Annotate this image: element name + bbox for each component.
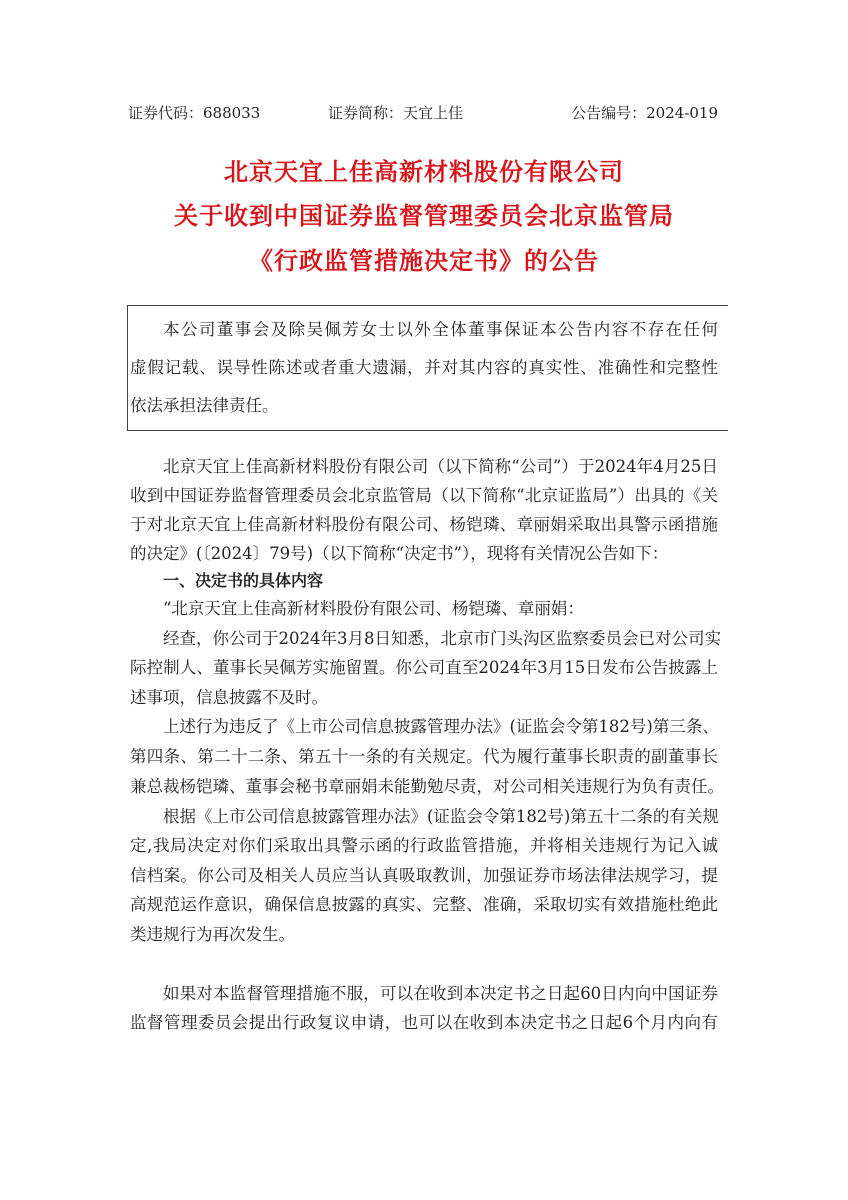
- body-line: 上述行为违反了《上市公司信息披露管理办法》(证监会令第182号)第三条、: [163, 717, 719, 736]
- title-line-3: 《行政监管措施决定书》的公告: [249, 247, 599, 275]
- body-line: 兼总裁杨铠璘、董事会秘书章丽娟未能勤勉尽责，对公司相关违规行为负有责任。: [130, 777, 724, 796]
- document-header: [128, 102, 718, 124]
- disclaimer-line: 依法承担法律责任。: [130, 396, 279, 415]
- body-line: 际控制人、董事长吴佩芳实施留置。你公司直至2024年3月15日发布公告披露上: [130, 658, 718, 677]
- title-line-2: 关于收到中国证券监督管理委员会北京监管局: [174, 202, 674, 230]
- title-line-1: 北京天宜上佳高新材料股份有限公司: [224, 158, 624, 186]
- body-line: 监督管理委员会提出行政复议申请，也可以在收到本决定书之日起6个月内向有: [130, 1013, 718, 1032]
- disclaimer-line: 虚假记载、误导性陈述或者重大遗漏，并对其内容的真实性、准确性和完整性: [130, 358, 718, 377]
- security-abbreviation: 证券简称：天宜上佳: [328, 104, 464, 122]
- body-line: 第四条、第二十二条、第五十一条的有关规定。代为履行董事长职责的副董事长: [130, 747, 718, 766]
- body-line: 根据《上市公司信息披露管理办法》(证监会令第182号)第五十二条的有关规: [163, 807, 719, 826]
- body-line: 述事项，信息披露不及时。: [130, 688, 328, 707]
- body-line: “北京天宜上佳高新材料股份有限公司、杨铠璘、章丽娟：: [163, 599, 584, 618]
- body-line: 北京天宜上佳高新材料股份有限公司（以下简称“公司”）于2024年4月25日: [163, 457, 718, 476]
- body-line: 类违规行为再次发生。: [130, 925, 295, 944]
- body-line: 定,我局决定对你们采取出具警示函的行政监管措施，并将相关违规行为记入诚: [130, 836, 718, 855]
- body-line: 信档案。你公司及相关人员应当认真吸取教训，加强证券市场法律法规学习，提: [130, 866, 718, 885]
- body-line: 经查，你公司于2024年3月8日知悉，北京市门头沟区监察委员会已对公司实: [163, 629, 721, 648]
- security-code: 证券代码：688033: [128, 104, 261, 122]
- body-line: 如果对本监督管理措施不服，可以在收到本决定书之日起60日内向中国证券: [163, 984, 718, 1003]
- body-line: 收到中国证券监督管理委员会北京监管局（以下简称“北京证监局”）出具的《关: [130, 486, 718, 505]
- section-heading: 一、决定书的具体内容: [163, 571, 324, 590]
- disclaimer-line: 本公司董事会及除吴佩芳女士以外全体董事保证本公告内容不存在任何: [163, 320, 718, 339]
- body-line: 高规范运作意识，确保信息披露的真实、完整、准确，采取切实有效措施杜绝此: [130, 895, 718, 914]
- body-line: 的决定》(〔2024〕79号)（以下简称“决定书”），现将有关情况公告如下：: [130, 544, 669, 563]
- body-line: 于对北京天宜上佳高新材料股份有限公司、杨铠璘、章丽娟采取出具警示函措施: [130, 515, 718, 534]
- announcement-number: 公告编号：2024-019: [571, 104, 718, 122]
